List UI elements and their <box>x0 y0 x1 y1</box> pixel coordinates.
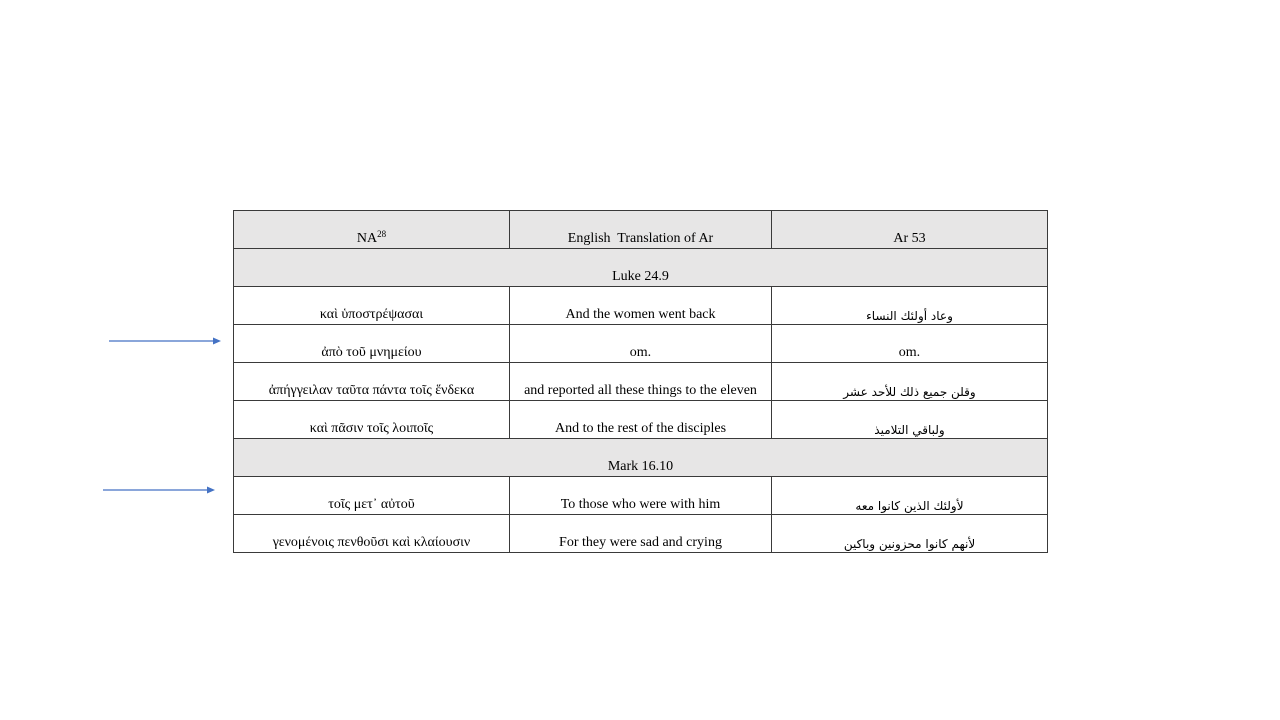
table-row <box>234 477 1048 515</box>
table-row <box>234 325 1048 363</box>
english-cell: To those who were with him <box>510 477 772 515</box>
arabic-cell: وقلن جميع ذلك للأحد عشر <box>772 363 1048 401</box>
arabic-cell: لأولئك الذين كانوا معه <box>772 477 1048 515</box>
comparison-table <box>233 210 1048 553</box>
header-ar53: Ar 53 <box>772 211 1048 249</box>
section-row-luke <box>234 249 1048 287</box>
arabic-cell: om. <box>772 325 1048 363</box>
section-row-mark <box>234 439 1048 477</box>
arabic-cell: وعاد أولئك النساء <box>772 287 1048 325</box>
english-cell: And the women went back <box>510 287 772 325</box>
greek-cell: καὶ ὑποστρέψασαι <box>234 287 510 325</box>
header-na28 <box>234 211 510 249</box>
greek-cell: ἀπήγγειλαν ταῦτα πάντα τοῖς ἕνδεκα <box>234 363 510 401</box>
arabic-cell: ولباقي التلاميذ <box>772 401 1048 439</box>
arrow-luke-omission <box>109 336 224 346</box>
english-cell: and reported all these things to the eleven <box>510 363 772 401</box>
section-title-luke: Luke 24.9 <box>234 249 1048 287</box>
greek-cell: καὶ πᾶσιν τοῖς λοιποῖς <box>234 401 510 439</box>
english-cell: And to the rest of the disciples <box>510 401 772 439</box>
greek-cell: ἀπὸ τοῦ μνημείου <box>234 325 510 363</box>
arabic-cell: لأنهم كانوا محزونين وباكين <box>772 515 1048 553</box>
table-header-row <box>234 211 1048 249</box>
greek-cell: γενομένοις πενθοῦσι καὶ κλαίουσιν <box>234 515 510 553</box>
table-row <box>234 401 1048 439</box>
header-english-translation: English Translation of Ar <box>510 211 772 249</box>
greek-cell: τοῖς μετ᾽ αὐτοῦ <box>234 477 510 515</box>
table-row <box>234 287 1048 325</box>
english-cell: For they were sad and crying <box>510 515 772 553</box>
header-na28-label: NA <box>356 231 378 246</box>
section-title-mark: Mark 16.10 <box>234 439 1048 477</box>
table-row <box>234 515 1048 553</box>
english-cell: om. <box>510 325 772 363</box>
arrow-mark-row <box>103 485 218 495</box>
header-na28-superscript: 28 <box>377 229 387 239</box>
table-row <box>234 363 1048 401</box>
